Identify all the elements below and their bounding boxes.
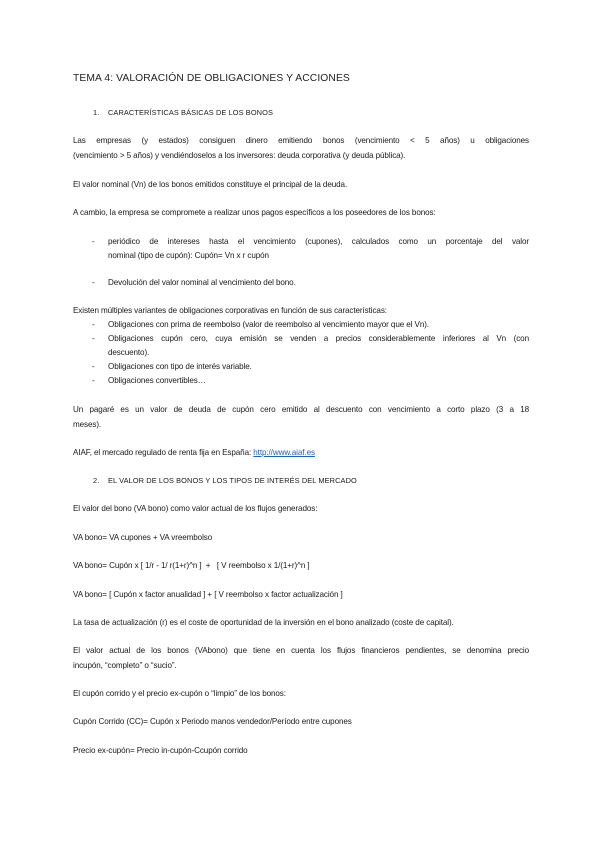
- section-label: EL VALOR DE LOS BONOS Y LOS TIPOS DE INTERÉS DEL MERCADO: [108, 476, 357, 485]
- paragraph: [73, 448, 315, 458]
- formula: Cupón Corrido (CC)= Cupón x Periodo manos vendedor/Período entre cupones: [73, 717, 352, 726]
- bullet-line: Devolución del valor nominal al vencimiento del bono.: [108, 278, 296, 287]
- formula: VA bono= [ Cupón x factor anualidad ] + [ V reembolso x factor actualización ]: [73, 590, 343, 599]
- paragraph-line: meses).: [73, 420, 102, 429]
- bullet-line: descuento).: [108, 348, 150, 357]
- bullet-dash: -: [92, 362, 95, 371]
- bullet-line: nominal (tipo de cupón): Cupón= Vn x r cupón: [108, 251, 269, 260]
- bullet-dash: -: [92, 334, 95, 343]
- bullet-dash: -: [92, 320, 95, 329]
- bullet-line: Obligaciones cupón cero, cuya emisión se venden a precios considerablemente inferiores al Vn (con: [108, 334, 529, 343]
- paragraph-line: El valor actual de los bonos (VAbono) que tiene en cuenta los flujos financieros pendientes, se denomina precio: [73, 646, 529, 655]
- paragraph: La tasa de actualización (r) es el coste de oportunidad de la inversión en el bono analizado (coste de capital).: [73, 618, 454, 627]
- bullet-dash: -: [92, 237, 95, 246]
- bullet-line: periódico de intereses hasta el vencimiento (cupones), calculados como un porcentaje del valor: [108, 237, 529, 246]
- paragraph-line: Un pagaré es un valor de deuda de cupón cero emitido al descuento con vencimiento a corto plazo (3 a 18: [73, 405, 529, 414]
- bullet-dash: -: [92, 278, 95, 287]
- paragraph: Existen múltiples variantes de obligaciones corporativas en función de sus características:: [73, 306, 387, 315]
- formula: Precio ex-cupón= Precio in-cupón-Ccupón corrido: [73, 746, 248, 755]
- page-title: TEMA 4: VALORACIÓN DE OBLIGACIONES Y ACCIONES: [73, 73, 350, 84]
- bullet-line: Obligaciones con tipo de interés variable.: [108, 362, 252, 371]
- section-heading-1: [93, 108, 273, 117]
- formula: VA bono= Cupón x [ 1/r - 1/ r(1+r)^n ] + [ V reembolso x 1/(1+r)^n ]: [73, 561, 310, 570]
- paragraph-line: incupón, “completo” o “sucio”.: [73, 661, 177, 670]
- aiaf-text: AIAF, el mercado regulado de renta fija en España:: [73, 448, 254, 457]
- paragraph: El valor nominal (Vn) de los bonos emitidos constituye el principal de la deuda.: [73, 180, 348, 189]
- bullet-dash: -: [92, 376, 95, 385]
- paragraph: El valor del bono (VA bono) como valor actual de los flujos generados:: [73, 504, 318, 513]
- aiaf-link[interactable]: http://www.aiaf.es: [253, 448, 315, 457]
- section-number: 2.: [93, 476, 100, 485]
- paragraph-line: (vencimiento > 5 años) y vendiéndoselos a los inversores: deuda corporativa (y deuda pública).: [73, 151, 406, 160]
- section-number: 1.: [93, 108, 100, 117]
- paragraph: A cambio, la empresa se compromete a realizar unos pagos específicos a los poseedores de los bonos:: [73, 208, 436, 217]
- paragraph-line: Las empresas (y estados) consiguen dinero emitiendo bonos (vencimiento < 5 años) u obligaciones: [73, 136, 529, 145]
- paragraph: El cupón corrido y el precio ex-cupón o “limpio” de los bonos:: [73, 689, 286, 698]
- formula: VA bono= VA cupones + VA vreembolso: [73, 533, 213, 542]
- bullet-line: Obligaciones con prima de reembolso (valor de reembolso al vencimiento mayor que el Vn).: [108, 320, 429, 329]
- section-label: CARACTERÍSTICAS BÁSICAS DE LOS BONOS: [108, 108, 273, 117]
- bullet-line: Obligaciones convertibles…: [108, 376, 206, 385]
- section-heading-2: [93, 476, 357, 485]
